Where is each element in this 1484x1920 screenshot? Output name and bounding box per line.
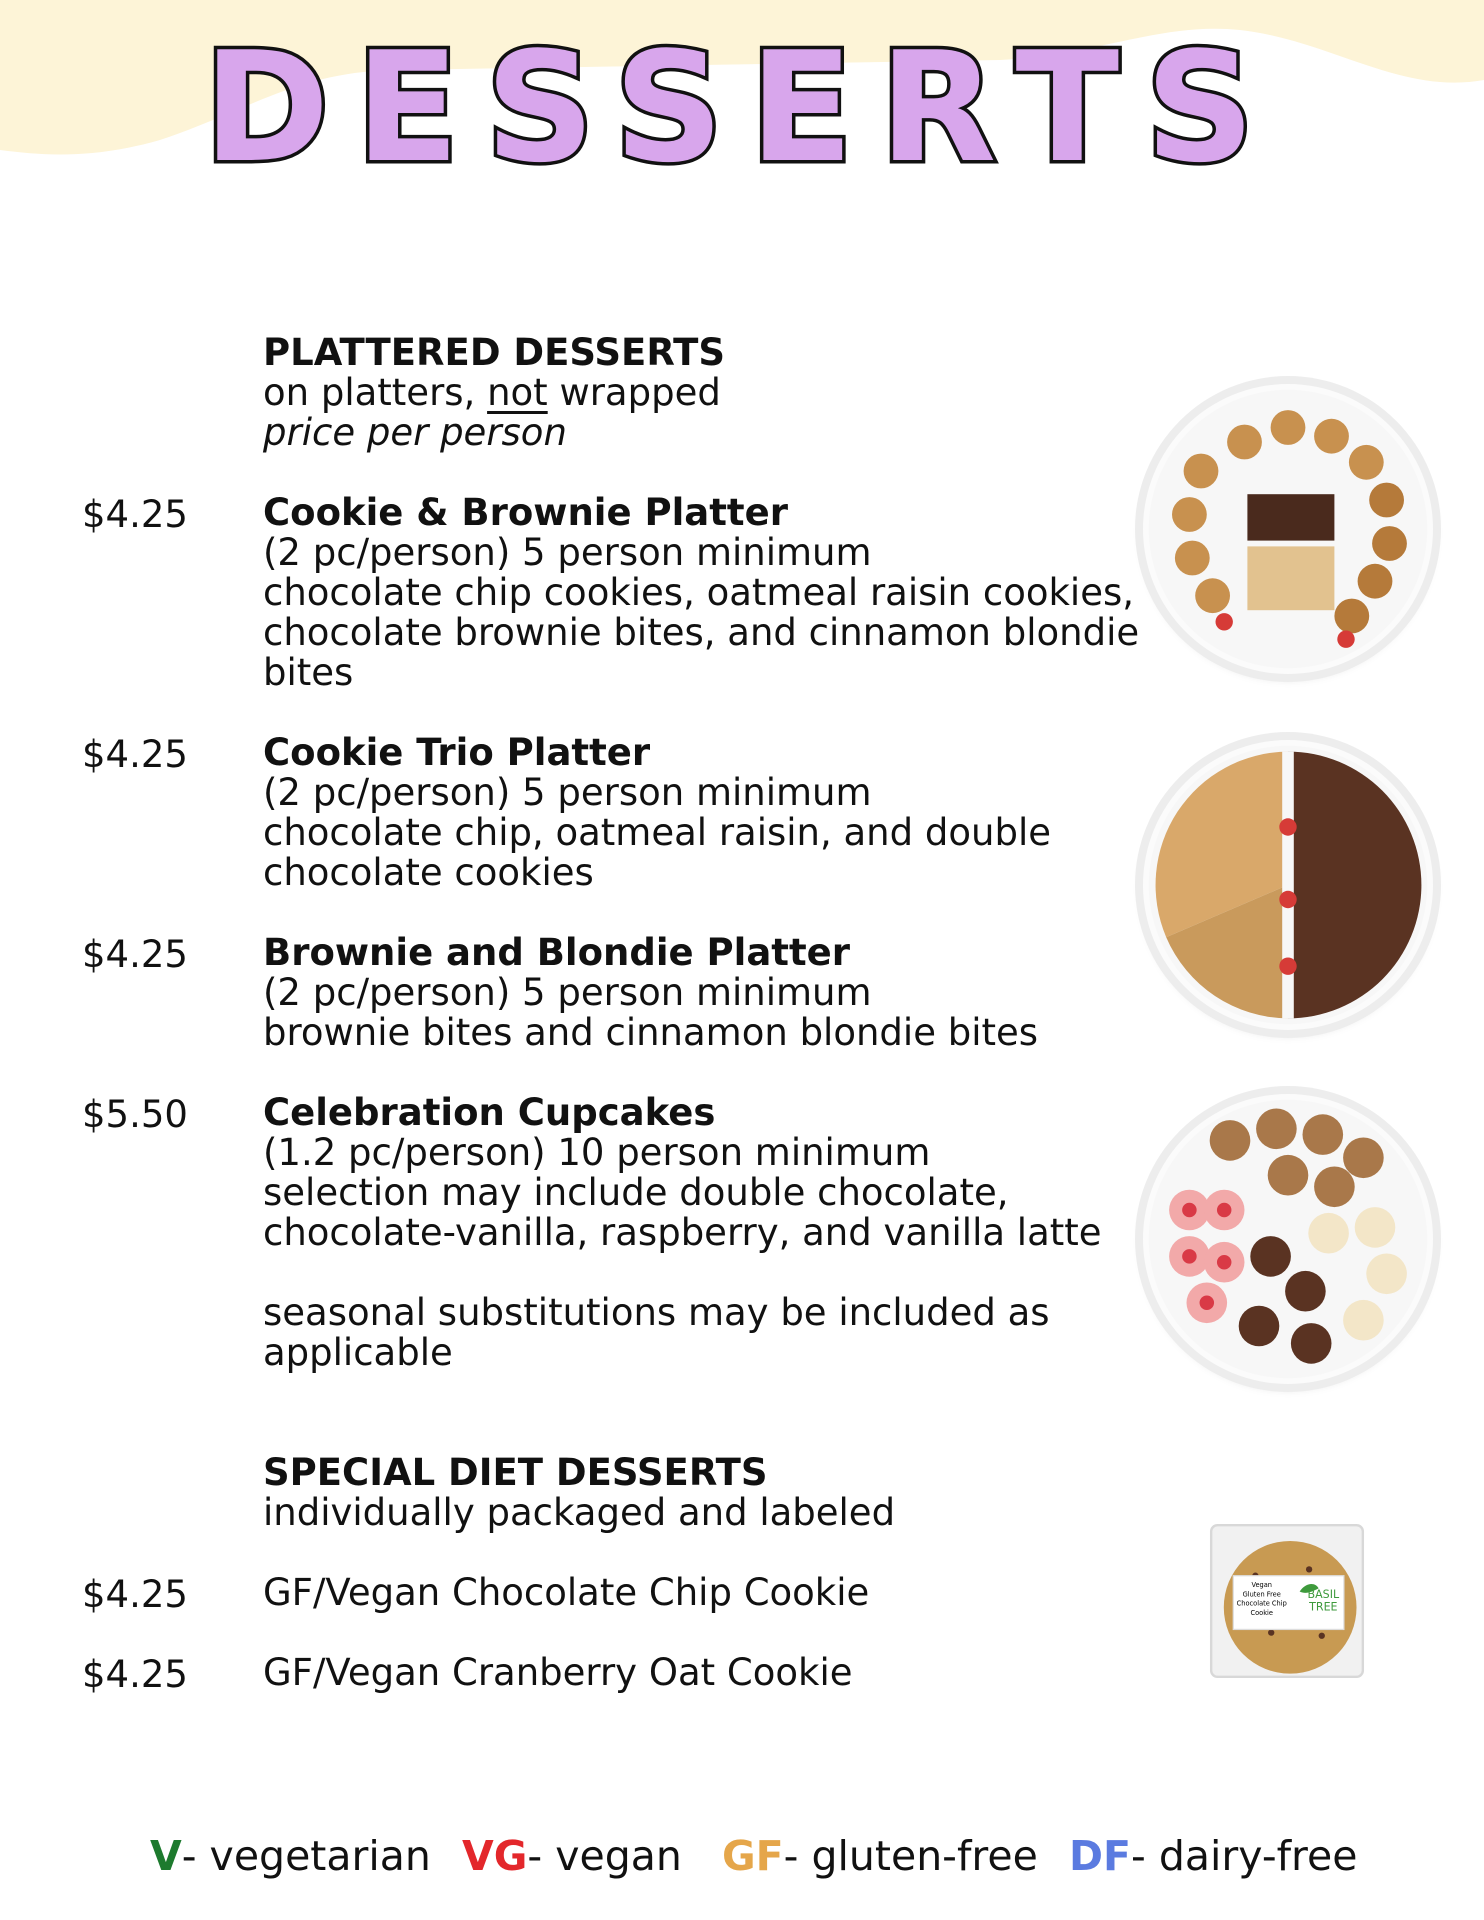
- item-description-line: selection may include double chocolate,: [263, 1171, 1009, 1214]
- special-item-name: GF/Vegan Cranberry Oat Cookie: [263, 1651, 853, 1694]
- legend-text: - gluten-free: [783, 1832, 1038, 1880]
- item-quantity: (2 pc/person) 5 person minimum: [263, 531, 872, 574]
- item-price: $4.25: [82, 933, 188, 976]
- menu-item-brownie-blondie-platter: [263, 933, 1038, 1053]
- packaged-cookie-photo: [1208, 1520, 1366, 1682]
- plattered-section-header: [263, 333, 725, 453]
- legend-code: V: [150, 1832, 182, 1880]
- legend-gluten-free: [722, 1832, 1038, 1880]
- legend-text: - vegan: [527, 1832, 682, 1880]
- page-title: DESSERTS: [203, 19, 1281, 196]
- brand-logo-text: BASIL: [1307, 1587, 1340, 1601]
- item-name: Brownie and Blondie Platter: [263, 931, 850, 974]
- package-label-line: Gluten Free: [1242, 1590, 1281, 1599]
- legend-code: DF: [1069, 1832, 1132, 1880]
- item-quantity: (2 pc/person) 5 person minimum: [263, 971, 872, 1014]
- plattered-note: [263, 373, 725, 413]
- item-description-line: chocolate cookies: [263, 851, 594, 894]
- menu-item-celebration-cupcakes: [263, 1093, 1102, 1373]
- legend-code: VG: [462, 1832, 528, 1880]
- note-text: wrapped: [547, 371, 721, 414]
- special-note: individually packaged and labeled: [263, 1491, 896, 1534]
- seasonal-note-line: seasonal substitutions may be included as: [263, 1291, 1050, 1334]
- item-description-line: chocolate-vanilla, raspberry, and vanilla latte: [263, 1211, 1102, 1254]
- item-price: $4.25: [82, 1573, 188, 1616]
- item-description-line: chocolate chip, oatmeal raisin, and double: [263, 811, 1051, 854]
- item-name: Cookie & Brownie Platter: [263, 491, 788, 534]
- legend-vegan: [462, 1832, 682, 1880]
- cookie-brownie-platter-photo: [1143, 384, 1433, 674]
- item-quantity: (2 pc/person) 5 person minimum: [263, 771, 872, 814]
- legend-text: - vegetarian: [181, 1832, 431, 1880]
- item-price: $4.25: [82, 493, 188, 536]
- package-label-line: Cookie: [1250, 1609, 1273, 1618]
- package-label-line: Vegan: [1251, 1580, 1273, 1589]
- price-basis-note: price per person: [263, 411, 567, 454]
- legend-code: GF: [722, 1832, 784, 1880]
- menu-item-cookie-brownie-platter: [263, 493, 1139, 693]
- item-quantity: (1.2 pc/person) 10 person minimum: [263, 1131, 931, 1174]
- item-description-line: chocolate brownie bites, and cinnamon blondie: [263, 611, 1140, 654]
- legend-vegetarian: [150, 1832, 431, 1880]
- celebration-cupcakes-photo: [1143, 1094, 1433, 1384]
- brand-logo-text: TREE: [1309, 1600, 1338, 1614]
- item-price: $5.50: [82, 1093, 188, 1136]
- legend-text: - dairy-free: [1131, 1832, 1358, 1880]
- legend-dairy-free: [1069, 1832, 1357, 1880]
- item-name: Celebration Cupcakes: [263, 1091, 716, 1134]
- item-name: Cookie Trio Platter: [263, 731, 651, 774]
- item-description-line: brownie bites and cinnamon blondie bites: [263, 1011, 1039, 1054]
- seasonal-note-line: applicable: [263, 1331, 453, 1374]
- note-text: on platters,: [263, 371, 488, 414]
- special-diet-section-header: [263, 1453, 895, 1533]
- package-label-line: Chocolate Chip: [1236, 1599, 1287, 1608]
- item-price: $4.25: [82, 733, 188, 776]
- item-description-line: bites: [263, 651, 354, 694]
- special-item-name: GF/Vegan Chocolate Chip Cookie: [263, 1571, 870, 1614]
- item-description-line: chocolate chip cookies, oatmeal raisin cookies,: [263, 571, 1134, 614]
- item-price: $4.25: [82, 1653, 188, 1696]
- special-heading: SPECIAL DIET DESSERTS: [263, 1451, 768, 1494]
- cookie-trio-platter-photo: [1143, 740, 1433, 1030]
- menu-item-cookie-trio-platter: [263, 733, 1051, 893]
- plattered-heading: PLATTERED DESSERTS: [263, 331, 726, 374]
- note-underlined: not: [487, 371, 548, 414]
